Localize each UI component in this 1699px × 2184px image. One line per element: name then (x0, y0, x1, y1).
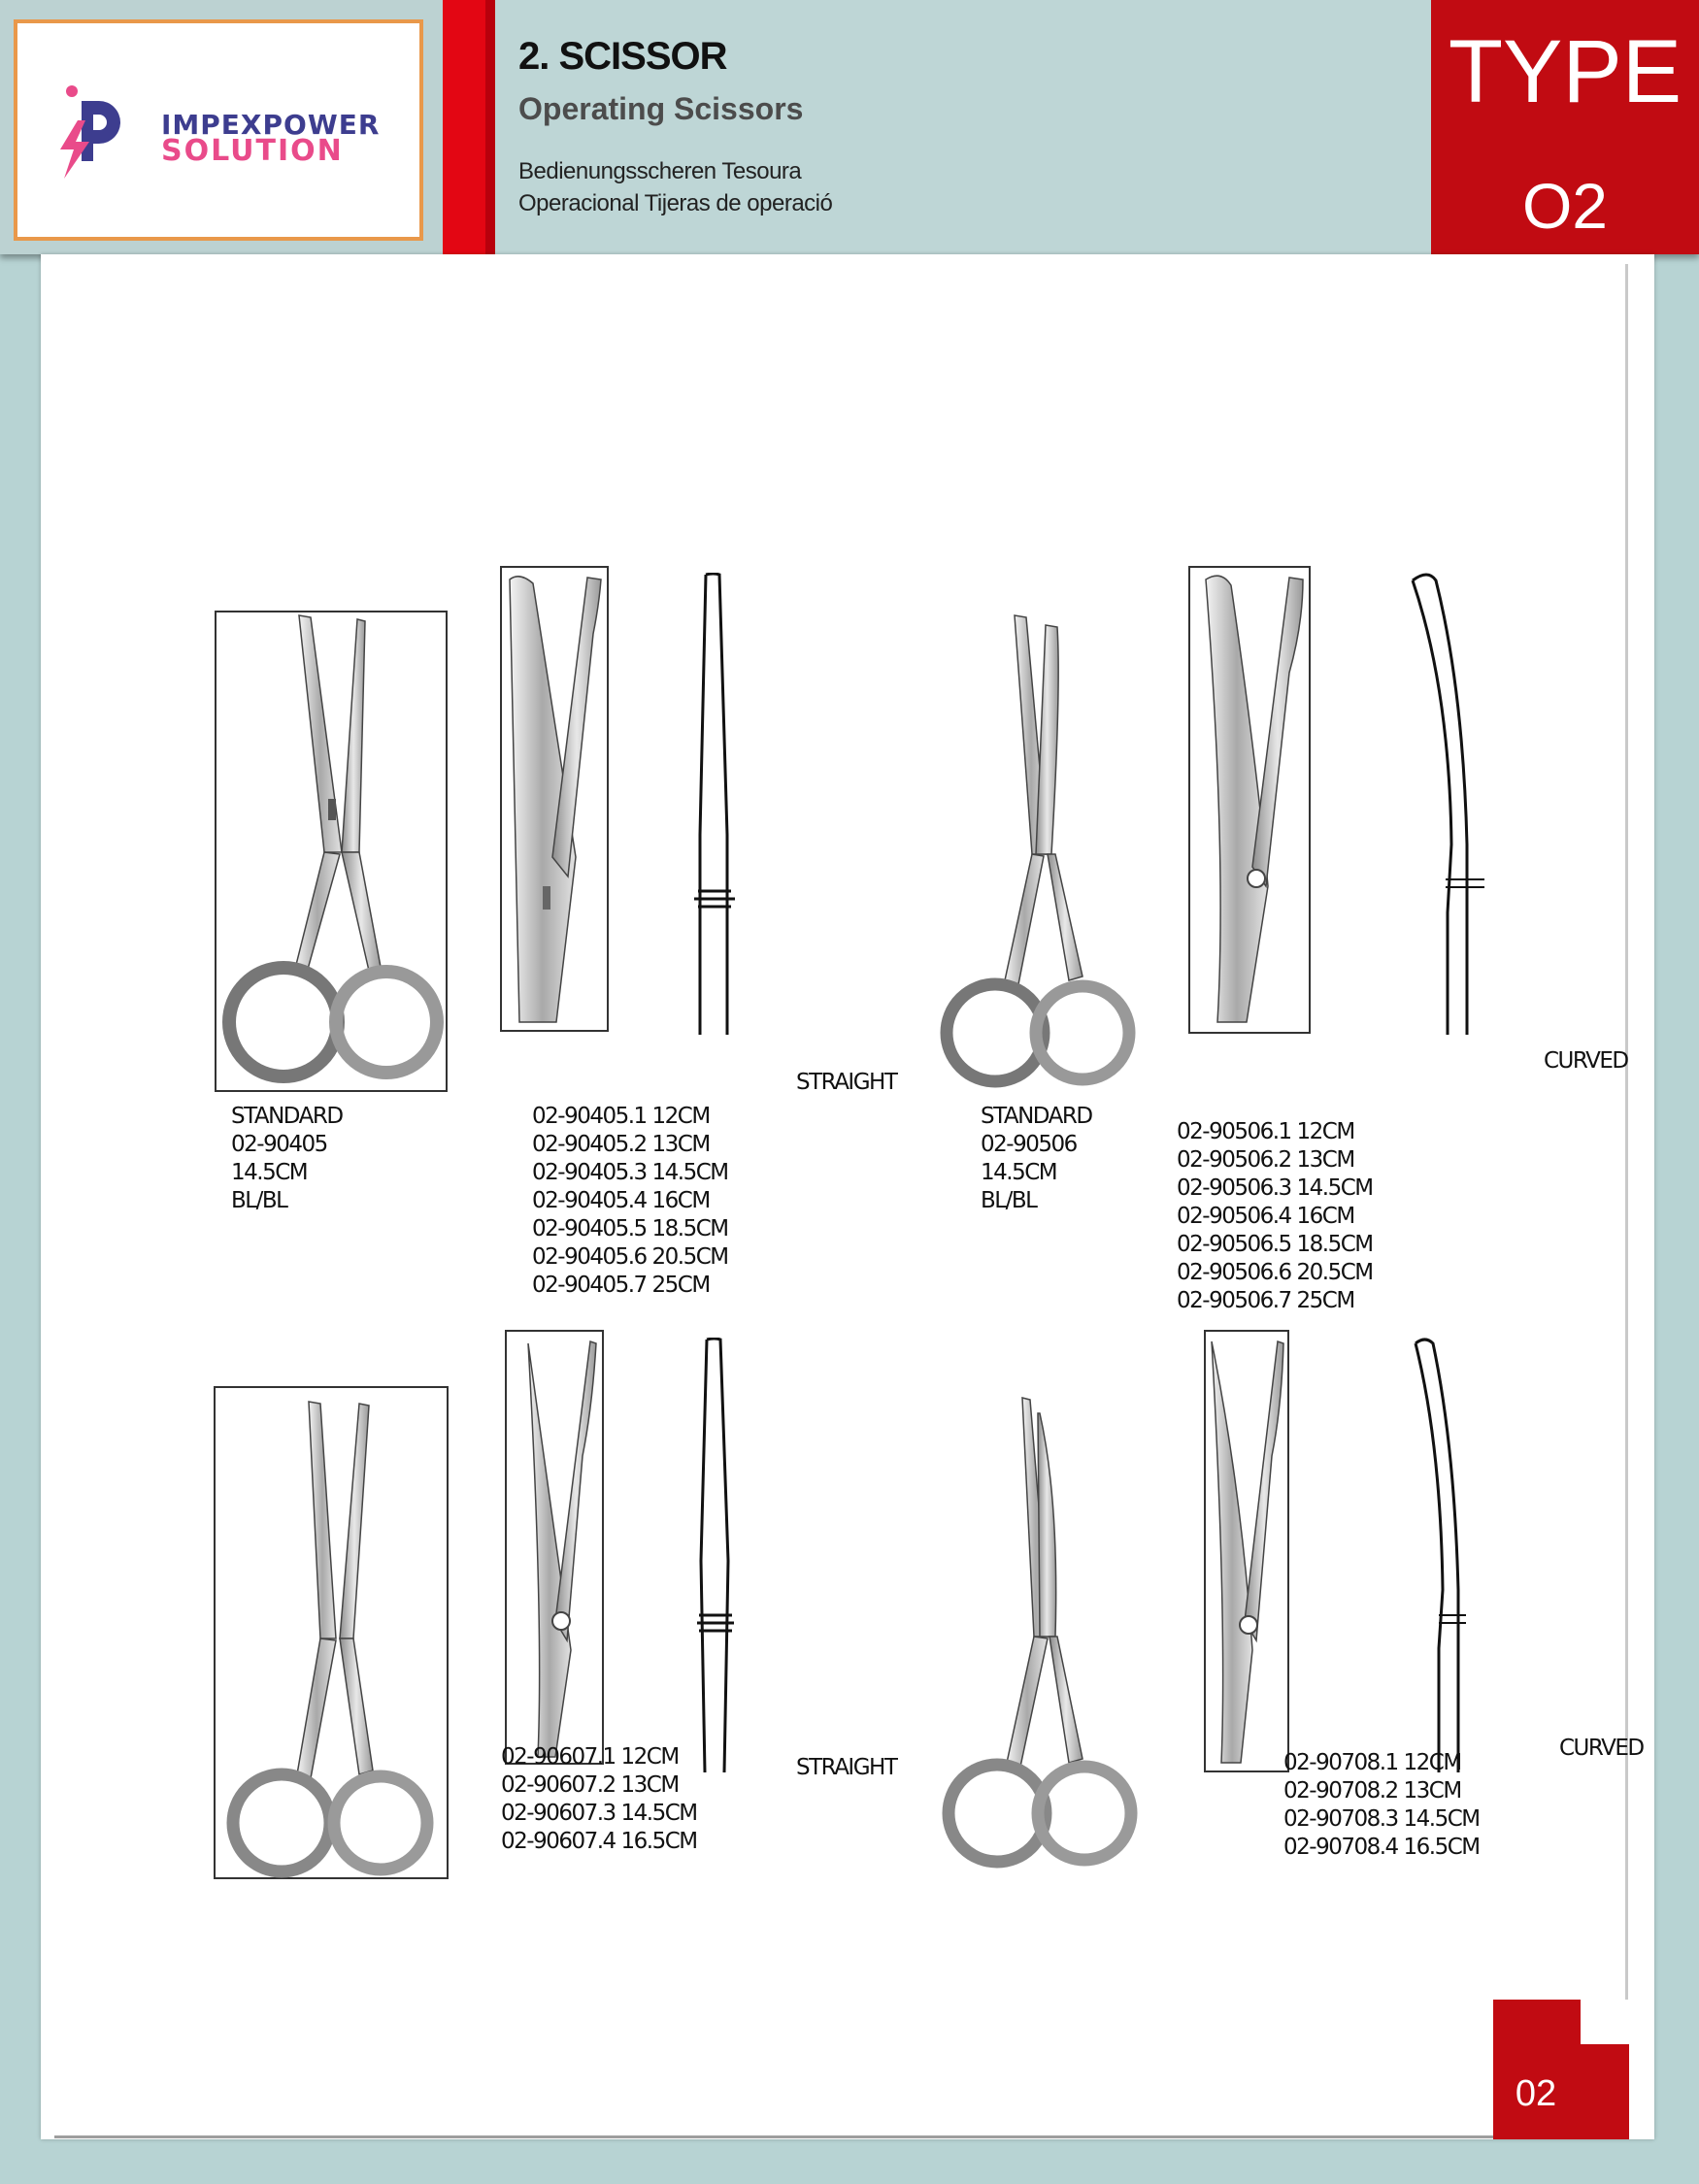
page-number: 02 (1515, 2073, 1557, 2114)
header-red-bar-edge (485, 0, 495, 254)
list-item: 02-90607.4 16.5CM (501, 1829, 697, 1854)
catalog-list-4 (1283, 1749, 1480, 1862)
catalog-list-2 (1177, 1118, 1373, 1315)
section-subtitle: Operating Scissors (518, 91, 804, 126)
list-item: 02-90405.7 25CM (532, 1273, 710, 1298)
scissor-detail-image-3 (505, 1330, 604, 1765)
list-item: 02-90405.1 12CM (532, 1104, 710, 1129)
list-item: 02-90607.1 12CM (501, 1744, 679, 1770)
list-item: 02-90405.6 20.5CM (532, 1244, 728, 1270)
description-line-1: Bedienungsscheren Tesoura (518, 158, 802, 184)
list-item: 02-90708.1 12CM (1283, 1750, 1461, 1775)
scissor-detail-image-2 (1188, 566, 1311, 1034)
standard-code: 02-90506 (981, 1132, 1077, 1157)
type-badge (1431, 0, 1699, 254)
standard-code: 02-90405 (231, 1132, 327, 1157)
list-item: 02-90405.5 18.5CM (532, 1216, 728, 1241)
standard-tip: BL/BL (231, 1188, 287, 1213)
section-title: 2. SCISSOR (518, 35, 727, 78)
lightning-logo-icon (56, 78, 144, 184)
scissor-full-image-1 (214, 610, 456, 1095)
page-right-rule (1625, 264, 1628, 2137)
scissor-detail-image-1 (500, 566, 609, 1032)
page-bottom-rule (54, 2135, 1629, 2138)
shape-label-curved-4: CURVED (1559, 1736, 1644, 1761)
catalog-list-1 (532, 1103, 728, 1300)
list-item: 02-90405.2 13CM (532, 1132, 710, 1157)
shape-label-straight-3: STRAIGHT (796, 1755, 897, 1780)
standard-label: STANDARD (981, 1104, 1092, 1129)
list-item: 02-90708.3 14.5CM (1283, 1806, 1480, 1832)
standard-label: STANDARD (231, 1104, 343, 1129)
scissor-full-image-2 (937, 612, 1141, 1097)
shape-label-straight-1: STRAIGHT (796, 1070, 897, 1095)
standard-tip: BL/BL (981, 1188, 1037, 1213)
list-item: 02-90506.2 13CM (1177, 1147, 1354, 1173)
standard-spec-2 (981, 1103, 1092, 1215)
type-code: O2 (1521, 170, 1609, 242)
logo-panel (0, 0, 445, 254)
brand-name-line2: SOLUTION (161, 134, 344, 168)
scissor-profile-image-3 (689, 1338, 742, 1774)
catalog-list-3 (501, 1743, 697, 1856)
brand-name-line1: IMPEXPOWER (161, 109, 381, 141)
list-item: 02-90506.1 12CM (1177, 1119, 1354, 1144)
page-number-notch (1581, 2000, 1629, 2044)
scissor-full-image-3 (214, 1386, 449, 1881)
list-item: 02-90506.3 14.5CM (1177, 1175, 1373, 1201)
list-item: 02-90506.5 18.5CM (1177, 1232, 1373, 1257)
list-item: 02-90405.3 14.5CM (532, 1160, 728, 1185)
list-item: 02-90607.2 13CM (501, 1772, 679, 1798)
standard-size: 14.5CM (981, 1160, 1057, 1185)
brand-logo (14, 19, 423, 241)
list-item: 02-90506.7 25CM (1177, 1288, 1354, 1313)
list-item: 02-90708.2 13CM (1283, 1778, 1461, 1803)
scissor-detail-image-4 (1204, 1330, 1289, 1772)
page-header (0, 0, 1699, 254)
scissor-profile-image-1 (684, 573, 743, 1037)
shape-label-curved-2: CURVED (1544, 1048, 1628, 1074)
list-item: 02-90506.4 16CM (1177, 1204, 1354, 1229)
list-item: 02-90506.6 20.5CM (1177, 1260, 1373, 1285)
standard-spec-1 (231, 1103, 343, 1215)
list-item: 02-90607.3 14.5CM (501, 1801, 697, 1826)
description-line-2: Operacional Tijeras de operació (518, 190, 833, 216)
standard-size: 14.5CM (231, 1160, 308, 1185)
list-item: 02-90405.4 16CM (532, 1188, 710, 1213)
scissor-profile-image-4 (1408, 1338, 1487, 1774)
list-item: 02-90708.4 16.5CM (1283, 1835, 1480, 1860)
type-label: TYPE (1448, 22, 1682, 121)
scissor-full-image-4 (937, 1394, 1141, 1871)
scissor-profile-image-2 (1403, 573, 1510, 1037)
section-description (518, 155, 832, 219)
